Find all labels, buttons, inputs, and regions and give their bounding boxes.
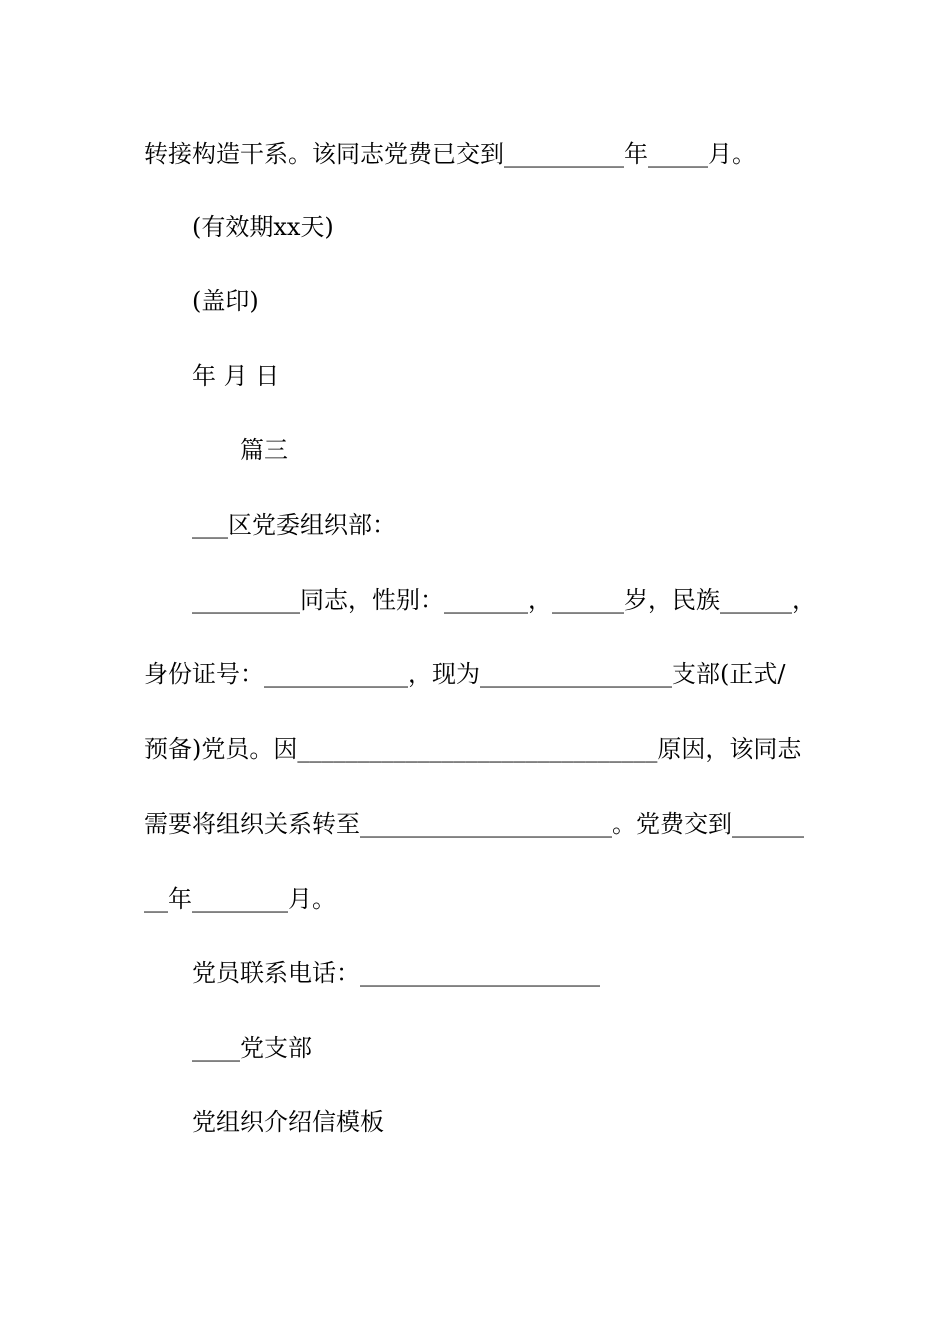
id-number-line: 身份证号：____________，现为________________支部(正式/ bbox=[144, 660, 786, 688]
section-title: 篇三 bbox=[240, 436, 288, 464]
addressee-line: ___区党委组织部： bbox=[192, 511, 396, 539]
transfer-destination-line: 需要将组织关系转至_____________________。党费交到______ bbox=[144, 810, 804, 838]
reason-line: 预备)党员。因______________________________原因，该同志 bbox=[144, 735, 802, 763]
branch-signature-line: ____党支部 bbox=[192, 1034, 312, 1062]
contact-phone-line: 党员联系电话：____________________ bbox=[192, 959, 600, 987]
member-info-line: _________同志，性别：_______，______岁，民族______， bbox=[192, 586, 816, 614]
seal-note: (盖印) bbox=[192, 287, 259, 315]
validity-note: (有效期xx天) bbox=[192, 213, 334, 241]
fee-date-line: __年________月。 bbox=[144, 885, 336, 913]
template-title: 党组织介绍信模板 bbox=[192, 1108, 384, 1136]
date-line: 年 月 日 bbox=[192, 362, 280, 390]
transfer-text-line: 转接构造干系。该同志党费已交到__________年_____月。 bbox=[144, 140, 756, 168]
